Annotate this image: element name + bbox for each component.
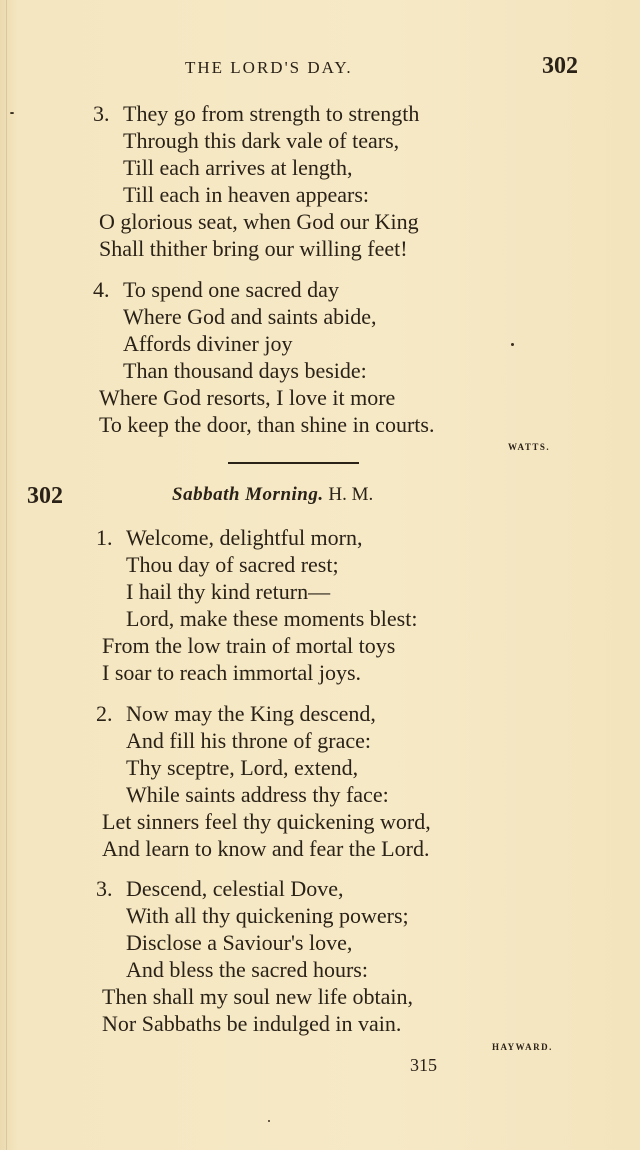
verse-line: Till each arrives at length, [123,155,353,180]
verse-line: Shall thither bring our willing feet! [99,236,408,261]
running-head: THE LORD'S DAY. [185,58,353,77]
ink-speck [10,112,14,114]
verse-line: I hail thy kind return— [126,579,331,604]
verse-line: And bless the sacred hours: [126,957,368,982]
verse-number: 1. [96,525,113,550]
verse-line: Disclose a Saviour's love, [126,930,353,955]
verse-line: And learn to know and fear the Lord. [102,836,430,861]
verse-line: Thy sceptre, Lord, extend, [126,755,359,780]
verse-302-2 [96,700,431,862]
verse-line: Where God resorts, I love it more [99,385,396,410]
page-number: 315 [410,1055,437,1075]
verse-line: While saints address thy face: [126,782,389,807]
author-hayward: HAYWARD. [492,1042,553,1052]
verse-number: 3. [93,101,110,126]
verse-line: O glorious seat, when God our King [99,209,419,234]
hymn-divider-rule [228,462,359,464]
page-edge [6,0,7,1150]
hymn-heading [172,484,373,506]
verse-301-3 [93,100,419,262]
verse-302-1 [96,524,417,686]
author-watts: WATTS. [508,442,551,452]
verse-line: Nor Sabbaths be indulged in vain. [102,1011,402,1036]
verse-line: From the low train of mortal toys [102,633,396,658]
verse-line: Where God and saints abide, [123,304,377,329]
verse-line: Descend, celestial Dove, [126,876,344,901]
hymn-number: 302 [27,483,63,509]
verse-line: Lord, make these moments blest: [126,606,418,631]
verse-line: With all thy quickening powers; [126,903,409,928]
verse-line: Welcome, delightful morn, [126,525,363,550]
verse-302-3 [96,875,413,1037]
hymn-meter: H. M. [328,484,374,505]
verse-number: 2. [96,701,113,726]
verse-line: To spend one sacred day [123,277,339,302]
verse-number: 4. [93,277,110,302]
verse-line: Affords diviner joy [123,331,293,356]
ink-speck [511,343,514,346]
verse-line: Than thousand days beside: [123,358,367,383]
verse-line: Let sinners feel thy quickening word, [102,809,431,834]
tune-name: Sabbath Morning. [172,484,324,505]
ink-speck [268,1120,270,1122]
verse-line: Then shall my soul new life obtain, [102,984,413,1009]
verse-line: Now may the King descend, [126,701,376,726]
verse-number: 3. [96,876,113,901]
verse-line: They go from strength to strength [123,101,420,126]
verse-line: Thou day of sacred rest; [126,552,339,577]
verse-line: Through this dark vale of tears, [123,128,400,153]
verse-line: To keep the door, than shine in courts. [99,412,435,437]
verse-line: Till each in heaven appears: [123,182,369,207]
verse-line: And fill his throne of grace: [126,728,371,753]
verse-line: I soar to reach immortal joys. [102,660,362,685]
running-hymn-number: 302 [542,53,578,79]
verse-301-4 [93,276,434,438]
